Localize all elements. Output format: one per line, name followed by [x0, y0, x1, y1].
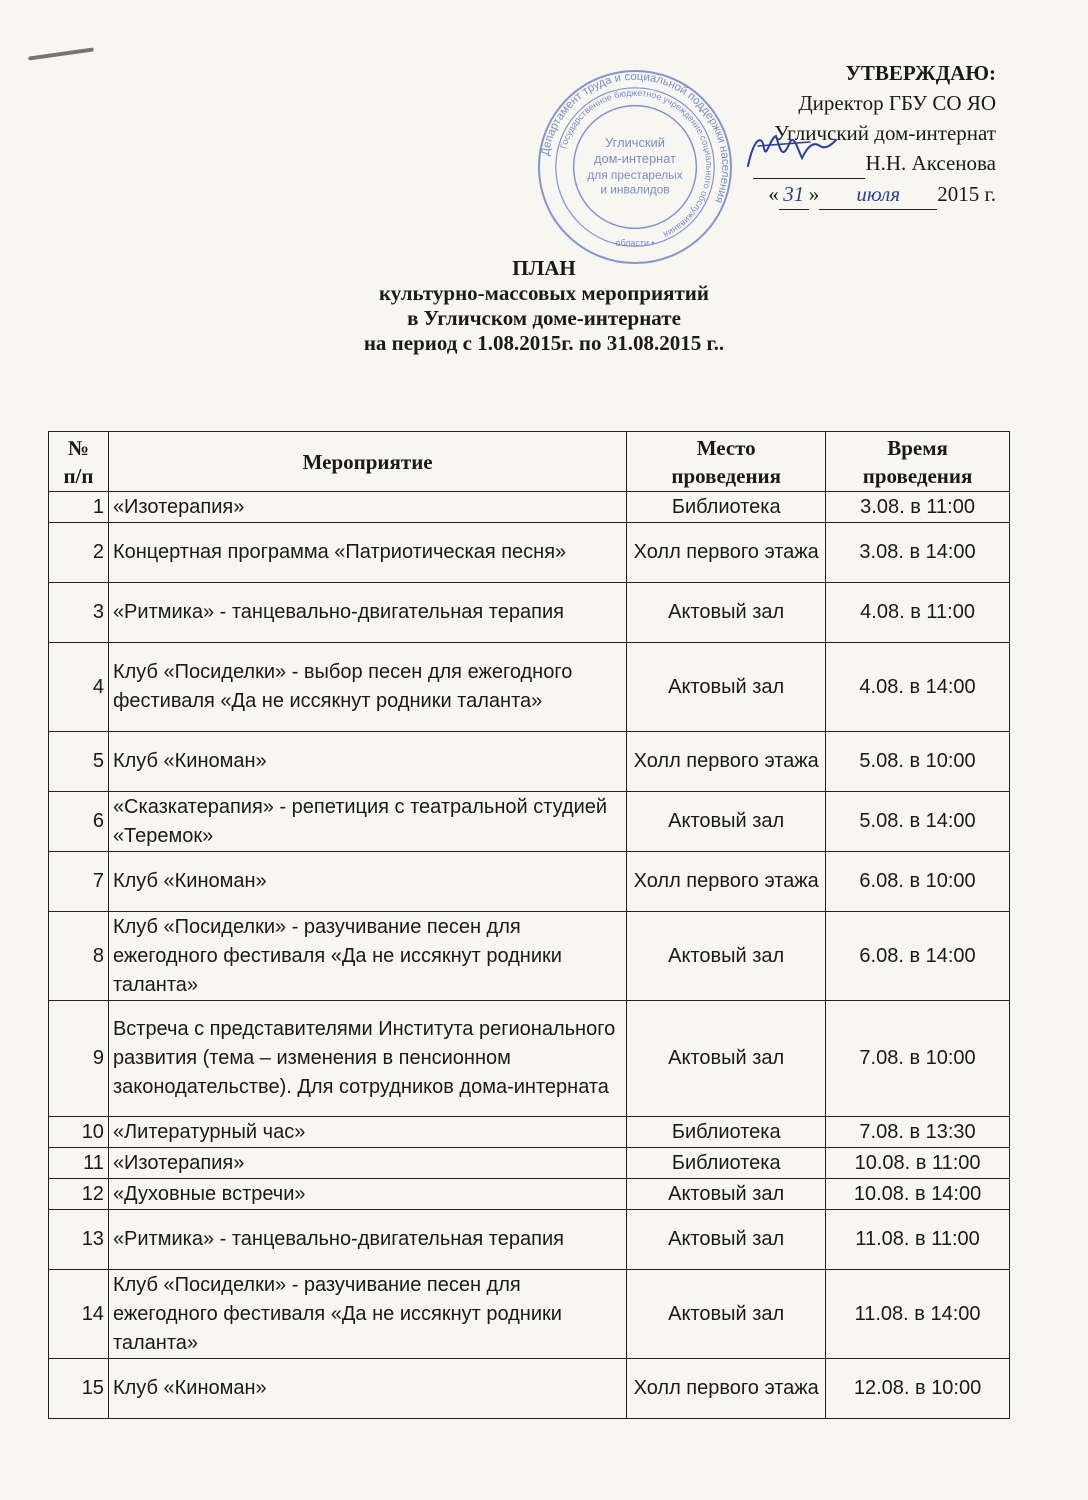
cell-time: 3.08. в 11:00: [826, 492, 1010, 523]
table-row: [49, 1179, 1010, 1210]
cell-event: Клуб «Посиделки» - разучивание песен для ежегодного фестиваля «Да не иссякнут родники таланта»: [108, 1270, 626, 1359]
approval-date-day: 31: [779, 179, 809, 210]
approval-organization: Угличский дом-интернат: [774, 121, 996, 145]
cell-time: 7.08. в 13:30: [826, 1117, 1010, 1148]
table-header-row: [49, 432, 1010, 492]
table-row: [49, 732, 1010, 792]
cell-num: 11: [49, 1148, 109, 1179]
cell-time: 11.08. в 14:00: [826, 1270, 1010, 1359]
cell-num: 14: [49, 1270, 109, 1359]
cell-event: Клуб «Киноман»: [108, 852, 626, 912]
cell-event: Встреча с представителями Института регионального развития (тема – изменения в пенсионном законодательстве). Для сотрудников дома-интерната: [108, 1001, 626, 1117]
cell-place: Актовый зал: [627, 792, 826, 852]
cell-time: 7.08. в 10:00: [826, 1001, 1010, 1117]
cell-event: «Изотерапия»: [108, 492, 626, 523]
table-row: [49, 792, 1010, 852]
cell-event: Клуб «Киноман»: [108, 1359, 626, 1419]
approval-date-year: 2015 г.: [937, 182, 996, 206]
header-event: Мероприятие: [108, 432, 626, 492]
cell-place: Холл первого этажа: [627, 852, 826, 912]
cell-place: Холл первого этажа: [627, 732, 826, 792]
svg-text:Департамент труда и социальной: Департамент труда и социальной поддержки населения: [539, 70, 732, 205]
cell-time: 11.08. в 11:00: [826, 1210, 1010, 1270]
cell-place: Актовый зал: [627, 583, 826, 643]
title-line-4: на период с 1.08.2015г. по 31.08.2015 г..: [363, 331, 725, 355]
approval-date-month: июля: [819, 179, 937, 210]
cell-event: «Ритмика» - танцевально-двигательная терапия: [108, 583, 626, 643]
cell-place: Актовый зал: [627, 1270, 826, 1359]
svg-text:дом-интернат: дом-интернат: [594, 151, 676, 167]
cell-num: 3: [49, 583, 109, 643]
events-table: [48, 431, 1010, 1419]
cell-num: 1: [49, 492, 109, 523]
cell-place: Актовый зал: [627, 1001, 826, 1117]
title-line-3: в Угличском доме-интернате: [407, 306, 681, 330]
table-row: [49, 912, 1010, 1001]
cell-event: «Ритмика» - танцевально-двигательная терапия: [108, 1210, 626, 1270]
cell-num: 8: [49, 912, 109, 1001]
cell-event: «Духовные встречи»: [108, 1179, 626, 1210]
cell-time: 4.08. в 11:00: [826, 583, 1010, 643]
cell-event: «Литературный час»: [108, 1117, 626, 1148]
table-row: [49, 1117, 1010, 1148]
cell-time: 6.08. в 14:00: [826, 912, 1010, 1001]
cell-num: 7: [49, 852, 109, 912]
header-num: № п/п: [49, 432, 109, 492]
scan-pen-mark: [28, 47, 94, 60]
title-line-2: культурно-массовых мероприятий: [378, 281, 709, 305]
cell-event: «Изотерапия»: [108, 1148, 626, 1179]
table-row: [49, 492, 1010, 523]
document-title: [0, 256, 1088, 356]
cell-place: Холл первого этажа: [627, 1359, 826, 1419]
approval-position: Директор ГБУ СО ЯО: [798, 91, 996, 115]
approval-heading: УТВЕРЖДАЮ:: [845, 61, 996, 85]
cell-place: Актовый зал: [627, 1179, 826, 1210]
table-row: [49, 1001, 1010, 1117]
date-close-quote: »: [808, 182, 820, 206]
approval-signer: Н.Н. Аксенова: [865, 151, 996, 175]
title-line-1: ПЛАН: [512, 256, 576, 280]
cell-place: Библиотека: [627, 1148, 826, 1179]
table-row: [49, 852, 1010, 912]
table-row: [49, 1359, 1010, 1419]
header-place: Место проведения: [627, 432, 826, 492]
date-open-quote: «: [768, 182, 779, 206]
cell-num: 10: [49, 1117, 109, 1148]
cell-time: 5.08. в 14:00: [826, 792, 1010, 852]
svg-text:и инвалидов: и инвалидов: [600, 182, 670, 197]
cell-time: 10.08. в 14:00: [826, 1179, 1010, 1210]
approval-date-line: [696, 179, 996, 210]
cell-place: Актовый зал: [627, 1210, 826, 1270]
table-row: [49, 523, 1010, 583]
cell-num: 4: [49, 643, 109, 732]
cell-time: 10.08. в 11:00: [826, 1148, 1010, 1179]
table-row: [49, 583, 1010, 643]
svg-text:Государственное бюджетное учре: Государственное бюджетное учреждение социального обслуживания: [558, 87, 715, 240]
cell-event: Клуб «Киноман»: [108, 732, 626, 792]
cell-num: 9: [49, 1001, 109, 1117]
table-row: [49, 1148, 1010, 1179]
cell-time: 12.08. в 10:00: [826, 1359, 1010, 1419]
cell-num: 13: [49, 1210, 109, 1270]
cell-place: Актовый зал: [627, 643, 826, 732]
cell-num: 5: [49, 732, 109, 792]
cell-num: 15: [49, 1359, 109, 1419]
cell-event: Клуб «Посиделки» - выбор песен для ежегодного фестиваля «Да не иссякнут родники таланта»: [108, 643, 626, 732]
cell-event: «Сказкатерапия» - репетиция с театральной студией «Теремок»: [108, 792, 626, 852]
svg-text:для престарелых: для престарелых: [587, 167, 683, 182]
header-time: Время проведения: [826, 432, 1010, 492]
cell-event: Концертная программа «Патриотическая песня»: [108, 523, 626, 583]
cell-time: 5.08. в 10:00: [826, 732, 1010, 792]
svg-text:Угличский: Угличский: [605, 135, 665, 151]
cell-num: 2: [49, 523, 109, 583]
cell-place: Библиотека: [627, 1117, 826, 1148]
cell-time: 3.08. в 14:00: [826, 523, 1010, 583]
handwritten-signature: [740, 128, 840, 174]
cell-num: 12: [49, 1179, 109, 1210]
cell-place: Библиотека: [627, 492, 826, 523]
cell-place: Холл первого этажа: [627, 523, 826, 583]
cell-event: Клуб «Посиделки» - разучивание песен для ежегодного фестиваля «Да не иссякнут родники таланта»: [108, 912, 626, 1001]
cell-time: 6.08. в 10:00: [826, 852, 1010, 912]
cell-num: 6: [49, 792, 109, 852]
table-row: [49, 1210, 1010, 1270]
table-row: [49, 1270, 1010, 1359]
cell-place: Актовый зал: [627, 912, 826, 1001]
svg-text:области •: области •: [615, 238, 655, 249]
cell-time: 4.08. в 14:00: [826, 643, 1010, 732]
table-row: [49, 643, 1010, 732]
